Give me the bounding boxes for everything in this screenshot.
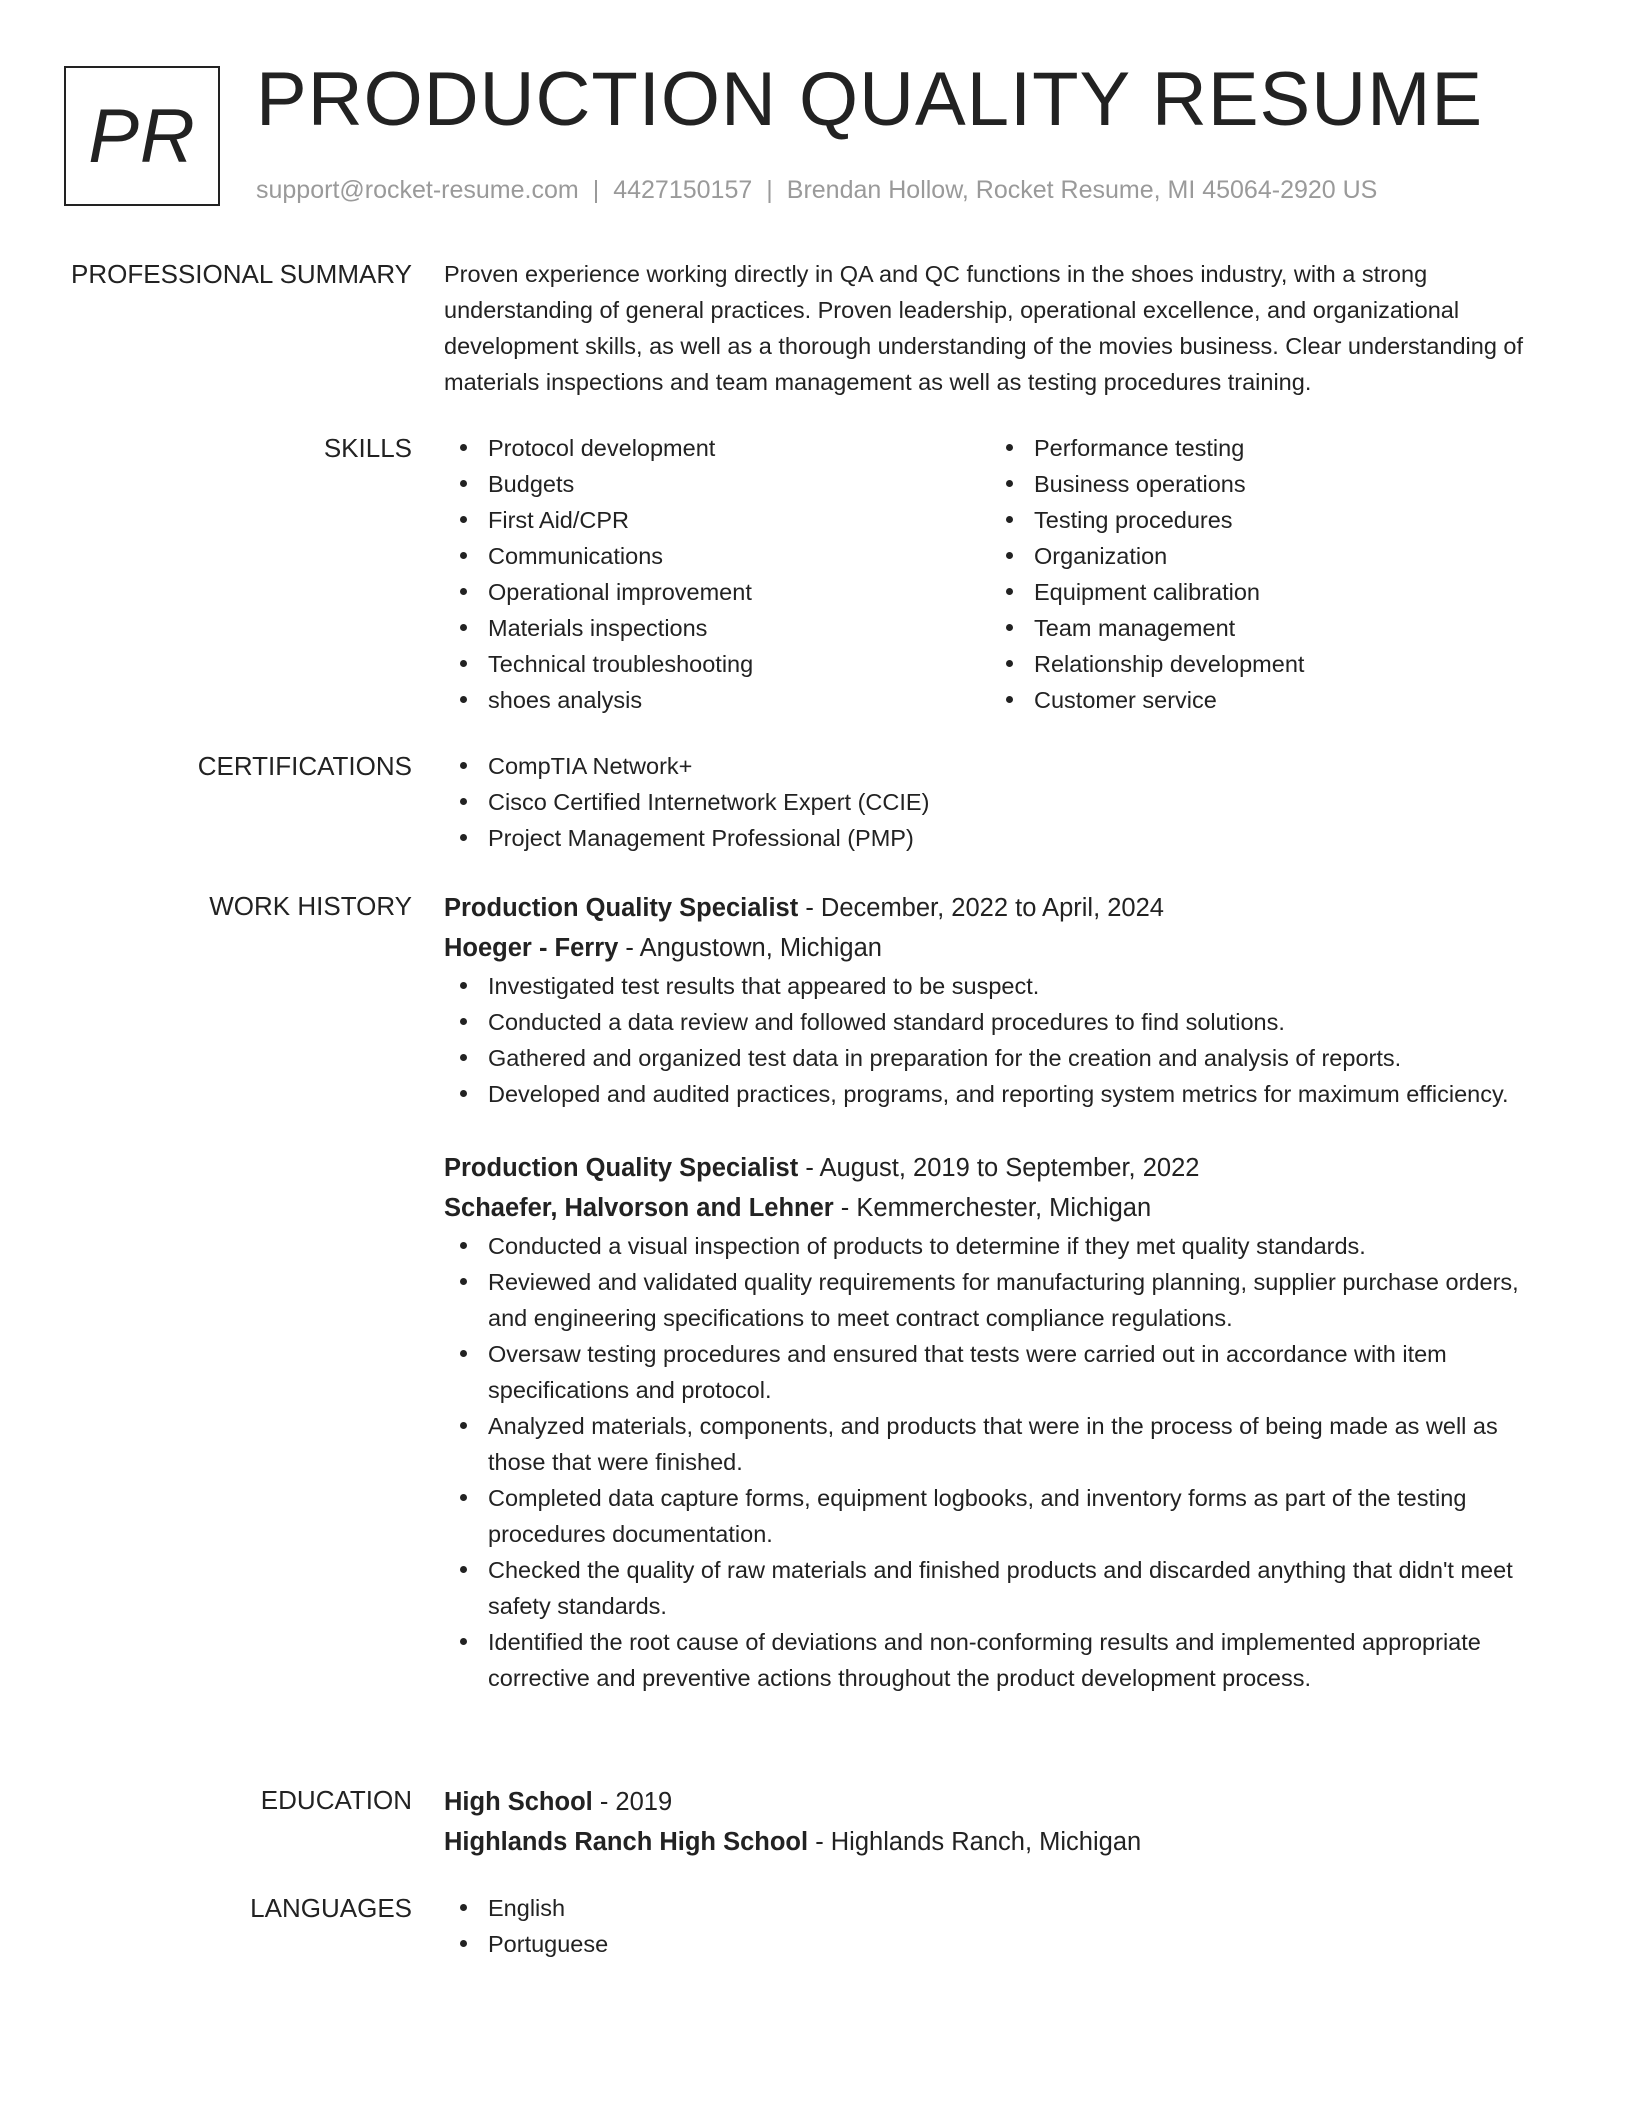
certifications-heading: CERTIFICATIONS	[197, 751, 412, 781]
skills-heading: SKILLS	[323, 433, 412, 463]
work-history-body	[444, 888, 1554, 1696]
certifications-body	[444, 748, 1554, 856]
languages-body	[444, 1890, 1554, 1962]
employer-name: Schaefer, Halvorson and Lehner	[444, 1194, 834, 1222]
skills-body	[444, 430, 1554, 718]
degree-name: High School	[444, 1788, 593, 1816]
list-item: Equipment calibration	[990, 574, 1536, 610]
list-item: CompTIA Network+	[444, 748, 1554, 784]
degree-line	[444, 1782, 1554, 1822]
list-item: Operational improvement	[444, 574, 990, 610]
skills-list-right	[990, 430, 1536, 718]
list-item: Conducted a data review and followed standard procedures to find solutions.	[444, 1004, 1554, 1040]
contact-separator: |	[592, 176, 600, 204]
list-item: Cisco Certified Internetwork Expert (CCIE)	[444, 784, 1554, 820]
list-item: Portuguese	[444, 1926, 1554, 1962]
contact-phone[interactable]: 4427150157	[613, 176, 753, 204]
degree-year: - 2019	[592, 1788, 673, 1816]
languages-heading: LANGUAGES	[250, 1893, 412, 1923]
contact-line	[256, 174, 1377, 206]
list-item: Completed data capture forms, equipment logbooks, and inventory forms as part of the testing procedures documentation.	[444, 1480, 1554, 1552]
list-item: Customer service	[990, 682, 1536, 718]
employer-location: - Angustown, Michigan	[618, 934, 882, 962]
job-entry	[444, 1148, 1554, 1696]
list-item: Project Management Professional (PMP)	[444, 820, 1554, 856]
list-item: Budgets	[444, 466, 990, 502]
list-item: Identified the root cause of deviations and non-conforming results and implemented appropriate corrective and preventive actions throughout the product development process.	[444, 1624, 1554, 1696]
job-duties-list	[444, 1228, 1554, 1696]
job-dates: - December, 2022 to April, 2024	[798, 894, 1164, 922]
list-item: Reviewed and validated quality requirements for manufacturing planning, supplier purchase orders, and engineering specifications to meet contract compliance regulations.	[444, 1264, 1554, 1336]
certifications-list	[444, 748, 1554, 856]
list-item: Organization	[990, 538, 1536, 574]
employer-location: - Kemmerchester, Michigan	[833, 1194, 1152, 1222]
monogram-badge	[64, 66, 220, 206]
list-item: Checked the quality of raw materials and finished products and discarded anything that didn't meet safety standards.	[444, 1552, 1554, 1624]
job-dates: - August, 2019 to September, 2022	[798, 1154, 1200, 1182]
contact-email[interactable]: support@rocket-resume.com	[256, 176, 579, 204]
list-item: Performance testing	[990, 430, 1536, 466]
list-item: Technical troubleshooting	[444, 646, 990, 682]
list-item: English	[444, 1890, 1554, 1926]
list-item: Investigated test results that appeared to be suspect.	[444, 968, 1554, 1004]
list-item: Protocol development	[444, 430, 990, 466]
job-entry	[444, 888, 1554, 1112]
skills-list-left	[444, 430, 990, 718]
job-title: Production Quality Specialist	[444, 894, 799, 922]
list-item: Developed and audited practices, programs, and reporting system metrics for maximum efficiency.	[444, 1076, 1554, 1112]
education-heading: EDUCATION	[260, 1785, 412, 1815]
resume-title: PRODUCTION QUALITY RESUME	[256, 57, 1484, 142]
list-item: First Aid/CPR	[444, 502, 990, 538]
school-line	[444, 1822, 1554, 1862]
job-title-line	[444, 1148, 1554, 1188]
summary-heading: PROFESSIONAL SUMMARY	[71, 259, 412, 289]
job-title: Production Quality Specialist	[444, 1154, 799, 1182]
list-item: Communications	[444, 538, 990, 574]
monogram-initials: PR	[88, 93, 196, 179]
list-item: Materials inspections	[444, 610, 990, 646]
school-location: - Highlands Ranch, Michigan	[808, 1828, 1142, 1856]
education-body	[444, 1782, 1554, 1862]
list-item: Testing procedures	[990, 502, 1536, 538]
list-item: Analyzed materials, components, and products that were in the process of being made as well as those that were finished.	[444, 1408, 1554, 1480]
job-title-line	[444, 888, 1554, 928]
summary-text: Proven experience working directly in QA and QC functions in the shoes industry, with a strong understanding of general practices. Proven leadership, operational excellence, and organizational development skills, as well as a thorough understanding of the movies business. Clear understanding of materials inspections and team management as well as testing procedures training.	[444, 261, 1524, 395]
work-history-heading: WORK HISTORY	[209, 891, 412, 921]
list-item: Team management	[990, 610, 1536, 646]
contact-address: Brendan Hollow, Rocket Resume, MI 45064-2920 US	[786, 176, 1378, 204]
job-duties-list	[444, 968, 1554, 1112]
employer-name: Hoeger - Ferry	[444, 934, 619, 962]
list-item: Business operations	[990, 466, 1536, 502]
list-item: Relationship development	[990, 646, 1536, 682]
school-name: Highlands Ranch High School	[444, 1828, 809, 1856]
contact-separator: |	[766, 176, 773, 204]
languages-list	[444, 1890, 1554, 1962]
list-item: Oversaw testing procedures and ensured that tests were carried out in accordance with item specifications and protocol.	[444, 1336, 1554, 1408]
employer-line	[444, 928, 1554, 968]
employer-line	[444, 1188, 1554, 1228]
list-item: Conducted a visual inspection of products to determine if they met quality standards.	[444, 1228, 1554, 1264]
list-item: Gathered and organized test data in preparation for the creation and analysis of reports.	[444, 1040, 1554, 1076]
list-item: shoes analysis	[444, 682, 990, 718]
summary-body	[444, 256, 1554, 400]
